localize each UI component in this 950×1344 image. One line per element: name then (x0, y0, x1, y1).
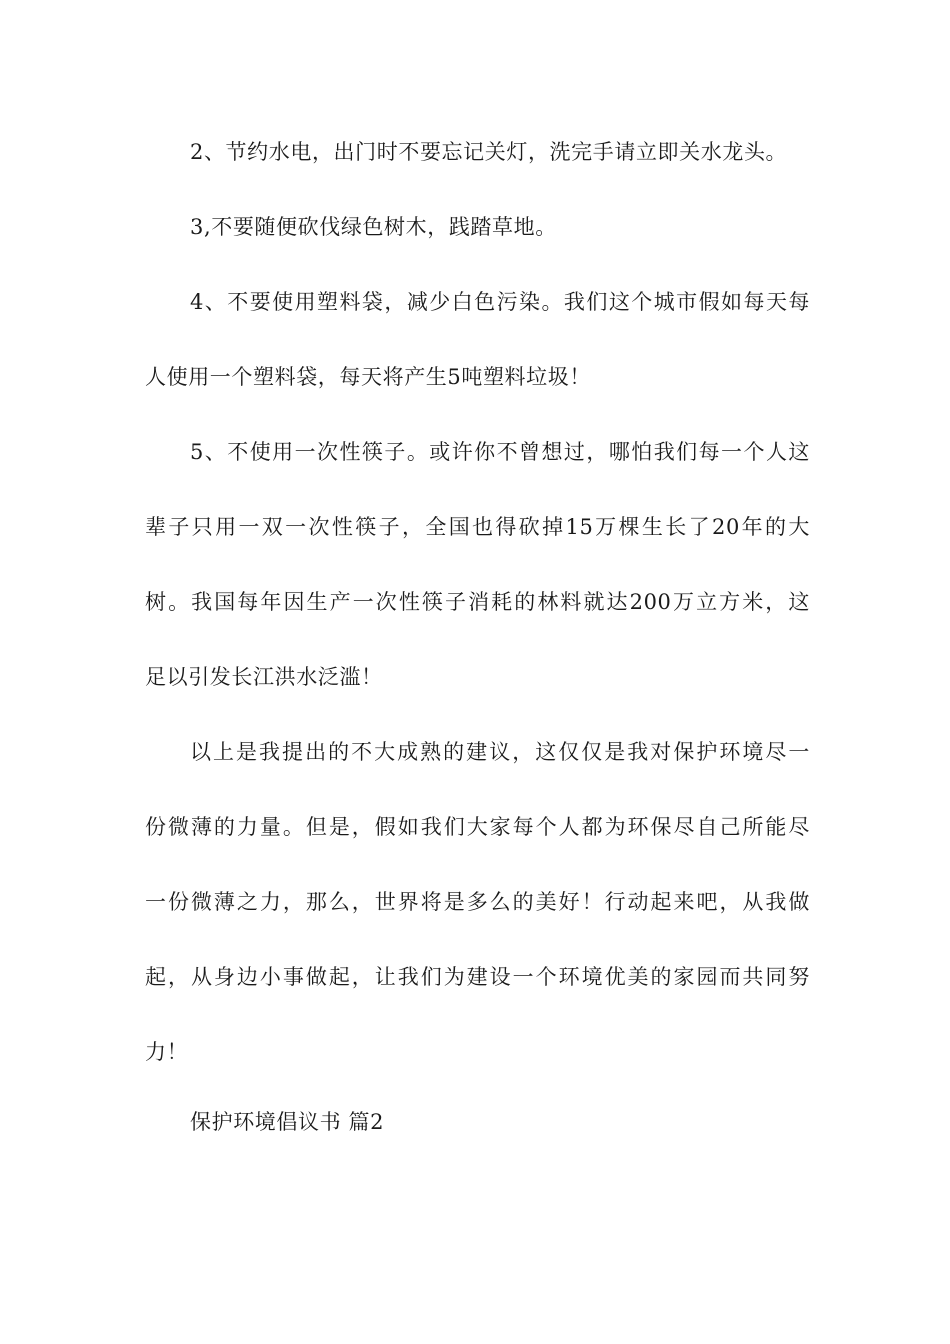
paragraph-item-4-line-1: 4、不要使用塑料袋，减少白色污染。我们这个城市假如每天每 (190, 290, 810, 314)
paragraph-item-5-line-1: 5、不使用一次性筷子。或许你不曾想过，哪怕我们每一个人这 (190, 440, 810, 464)
paragraph-conclusion-line-4: 起，从身边小事做起，让我们为建设一个环境优美的家园而共同努 (145, 965, 810, 989)
paragraph-item-5-line-4: 足以引发长江洪水泛滥！ (145, 665, 383, 689)
paragraph-item-5-line-3: 树。我国每年因生产一次性筷子消耗的林料就达200万立方米，这 (145, 590, 810, 614)
paragraph-item-4-line-2: 人使用一个塑料袋，每天将产生5吨塑料垃圾！ (145, 365, 591, 389)
paragraph-item-5-line-2: 辈子只用一双一次性筷子，全国也得砍掉15万棵生长了20年的大 (145, 515, 810, 539)
paragraph-conclusion-line-2: 份微薄的力量。但是，假如我们大家每个人都为环保尽自己所能尽 (145, 815, 810, 839)
paragraph-conclusion-line-3: 一份微薄之力，那么，世界将是多么的美好！行动起来吧，从我做 (145, 890, 810, 914)
paragraph-item-2-line-1: 2、节约水电，出门时不要忘记关灯，洗完手请立即关水龙头。 (190, 140, 788, 164)
section-heading: 保护环境倡议书 篇2 (190, 1110, 385, 1134)
paragraph-item-3-line-1: 3,不要随便砍伐绿色树木，践踏草地。 (190, 215, 557, 239)
paragraph-conclusion-line-5: 力！ (145, 1040, 189, 1064)
paragraph-conclusion-line-1: 以上是我提出的不大成熟的建议，这仅仅是我对保护环境尽一 (190, 740, 810, 764)
